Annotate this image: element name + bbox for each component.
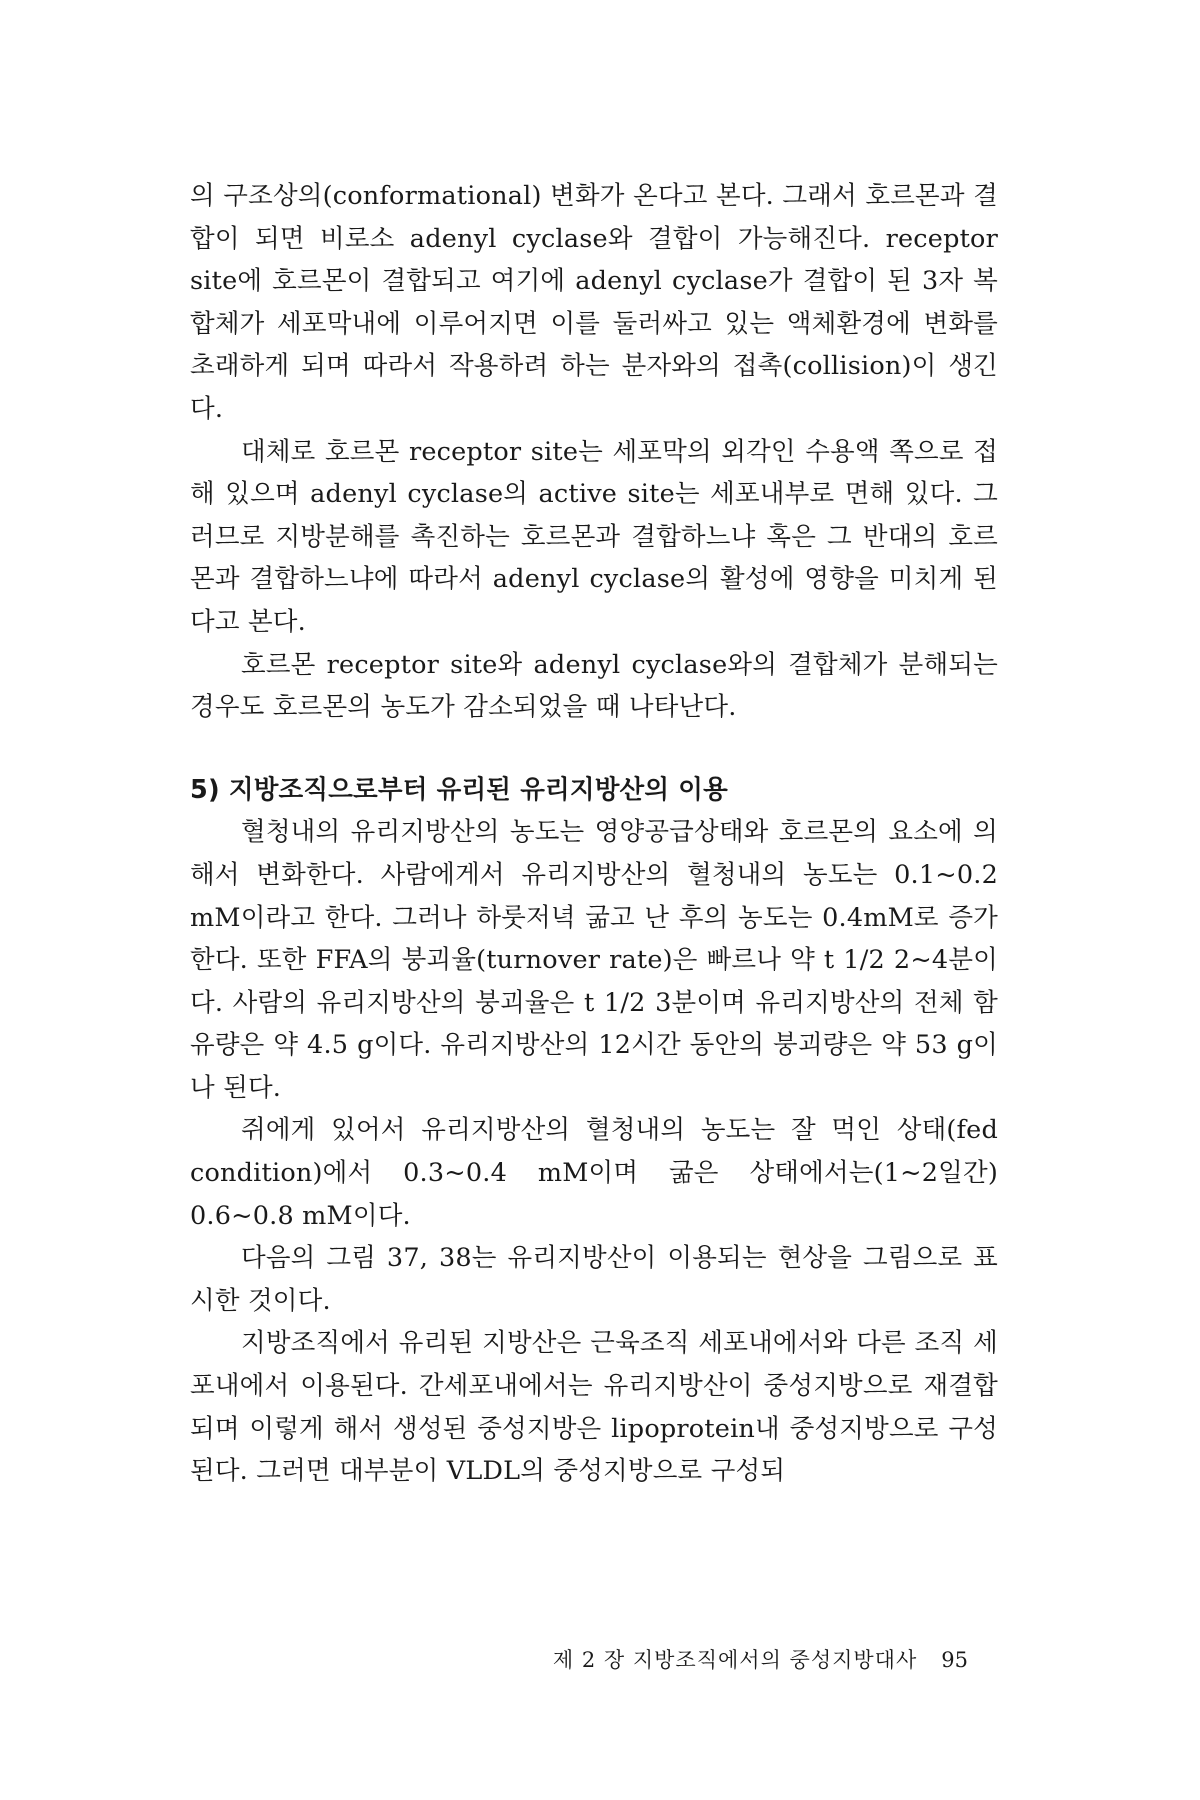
page-number: 95 — [941, 1648, 968, 1672]
document-page — [190, 175, 998, 1735]
paragraph-6: 다음의 그림 37, 38는 유리지방산이 이용되는 현상을 그림으로 표시한 것이다. — [190, 1243, 998, 1316]
paragraph-2: 대체로 호르몬 receptor site는 세포막의 외각인 수용액 쪽으로 접해 있으며 adenyl cyclase의 active site는 세포내부로 면해 있다. 그러므로 지방분해를 촉진하는 호르몬과 결합하느냐 혹은 그 반대의 호르몬과 결합하느냐에 따라서 adenyl cyclase의 활성에 영향을 미치게 된다고 본다. — [190, 436, 998, 637]
paragraph-3: 호르몬 receptor site와 adenyl cyclase와의 결합체가 분해되는 경우도 호르몬의 농도가 감소되었을 때 나타난다. — [190, 649, 998, 723]
paragraph-7: 지방조직에서 유리된 지방산은 근육조직 세포내에서와 다른 조직 세포내에서 이용된다. 간세포내에서는 유리지방산이 중성지방으로 재결합되며 이렇게 해서 생성된 중성지방은 lipoprotein내 중성지방으로 구성된다. 그러면 대부분이 VLDL의 중성지방으로 구성되 — [190, 1328, 998, 1487]
running-footer-chapter: 제 2 장 지방조직에서의 중성지방대사 — [552, 1648, 918, 1672]
section-heading: 5) 지방조직으로부터 유리된 유리지방산의 이용 — [190, 774, 728, 805]
paragraph-5: 쥐에게 있어서 유리지방산의 혈청내의 농도는 잘 먹인 상태(fed condition)에서 0.3~0.4 mM이며 굶은 상태에서는(1~2일간) 0.6~0.8 mM이다. — [190, 1115, 998, 1231]
paragraph-4: 혈청내의 유리지방산의 농도는 영양공급상태와 호르몬의 요소에 의해서 변화한다. 사람에게서 유리지방산의 혈청내의 농도는 0.1~0.2 mM이라고 한다. 그러나 하룻저녁 굶고 난 후의 농도는 0.4mM로 증가한다. 또한 FFA의 붕괴율(turnover rate)은 빠르나 약 t 1/2 2~4분이다. 사람의 유리지방산의 붕괴율은 t 1/2 3분이며 유리지방산의 전체 함유량은 약 4.5 g이다. 유리지방산의 12시간 동안의 붕괴량은 약 53 g이나 된다. — [190, 817, 998, 1103]
paragraph-1: 의 구조상의(conformational) 변화가 온다고 본다. 그래서 호르몬과 결합이 되면 비로소 adenyl cyclase와 결합이 가능해진다. receptor site에 호르몬이 결합되고 여기에 adenyl cyclase가 결합이 된 3자 복합체가 세포막내에 이루어지면 이를 둘러싸고 있는 액체환경에 변화를 초래하게 되며 따라서 작용하려 하는 분자와의 접촉(collision)이 생긴다. — [190, 181, 998, 424]
page-footer — [190, 1645, 998, 1675]
